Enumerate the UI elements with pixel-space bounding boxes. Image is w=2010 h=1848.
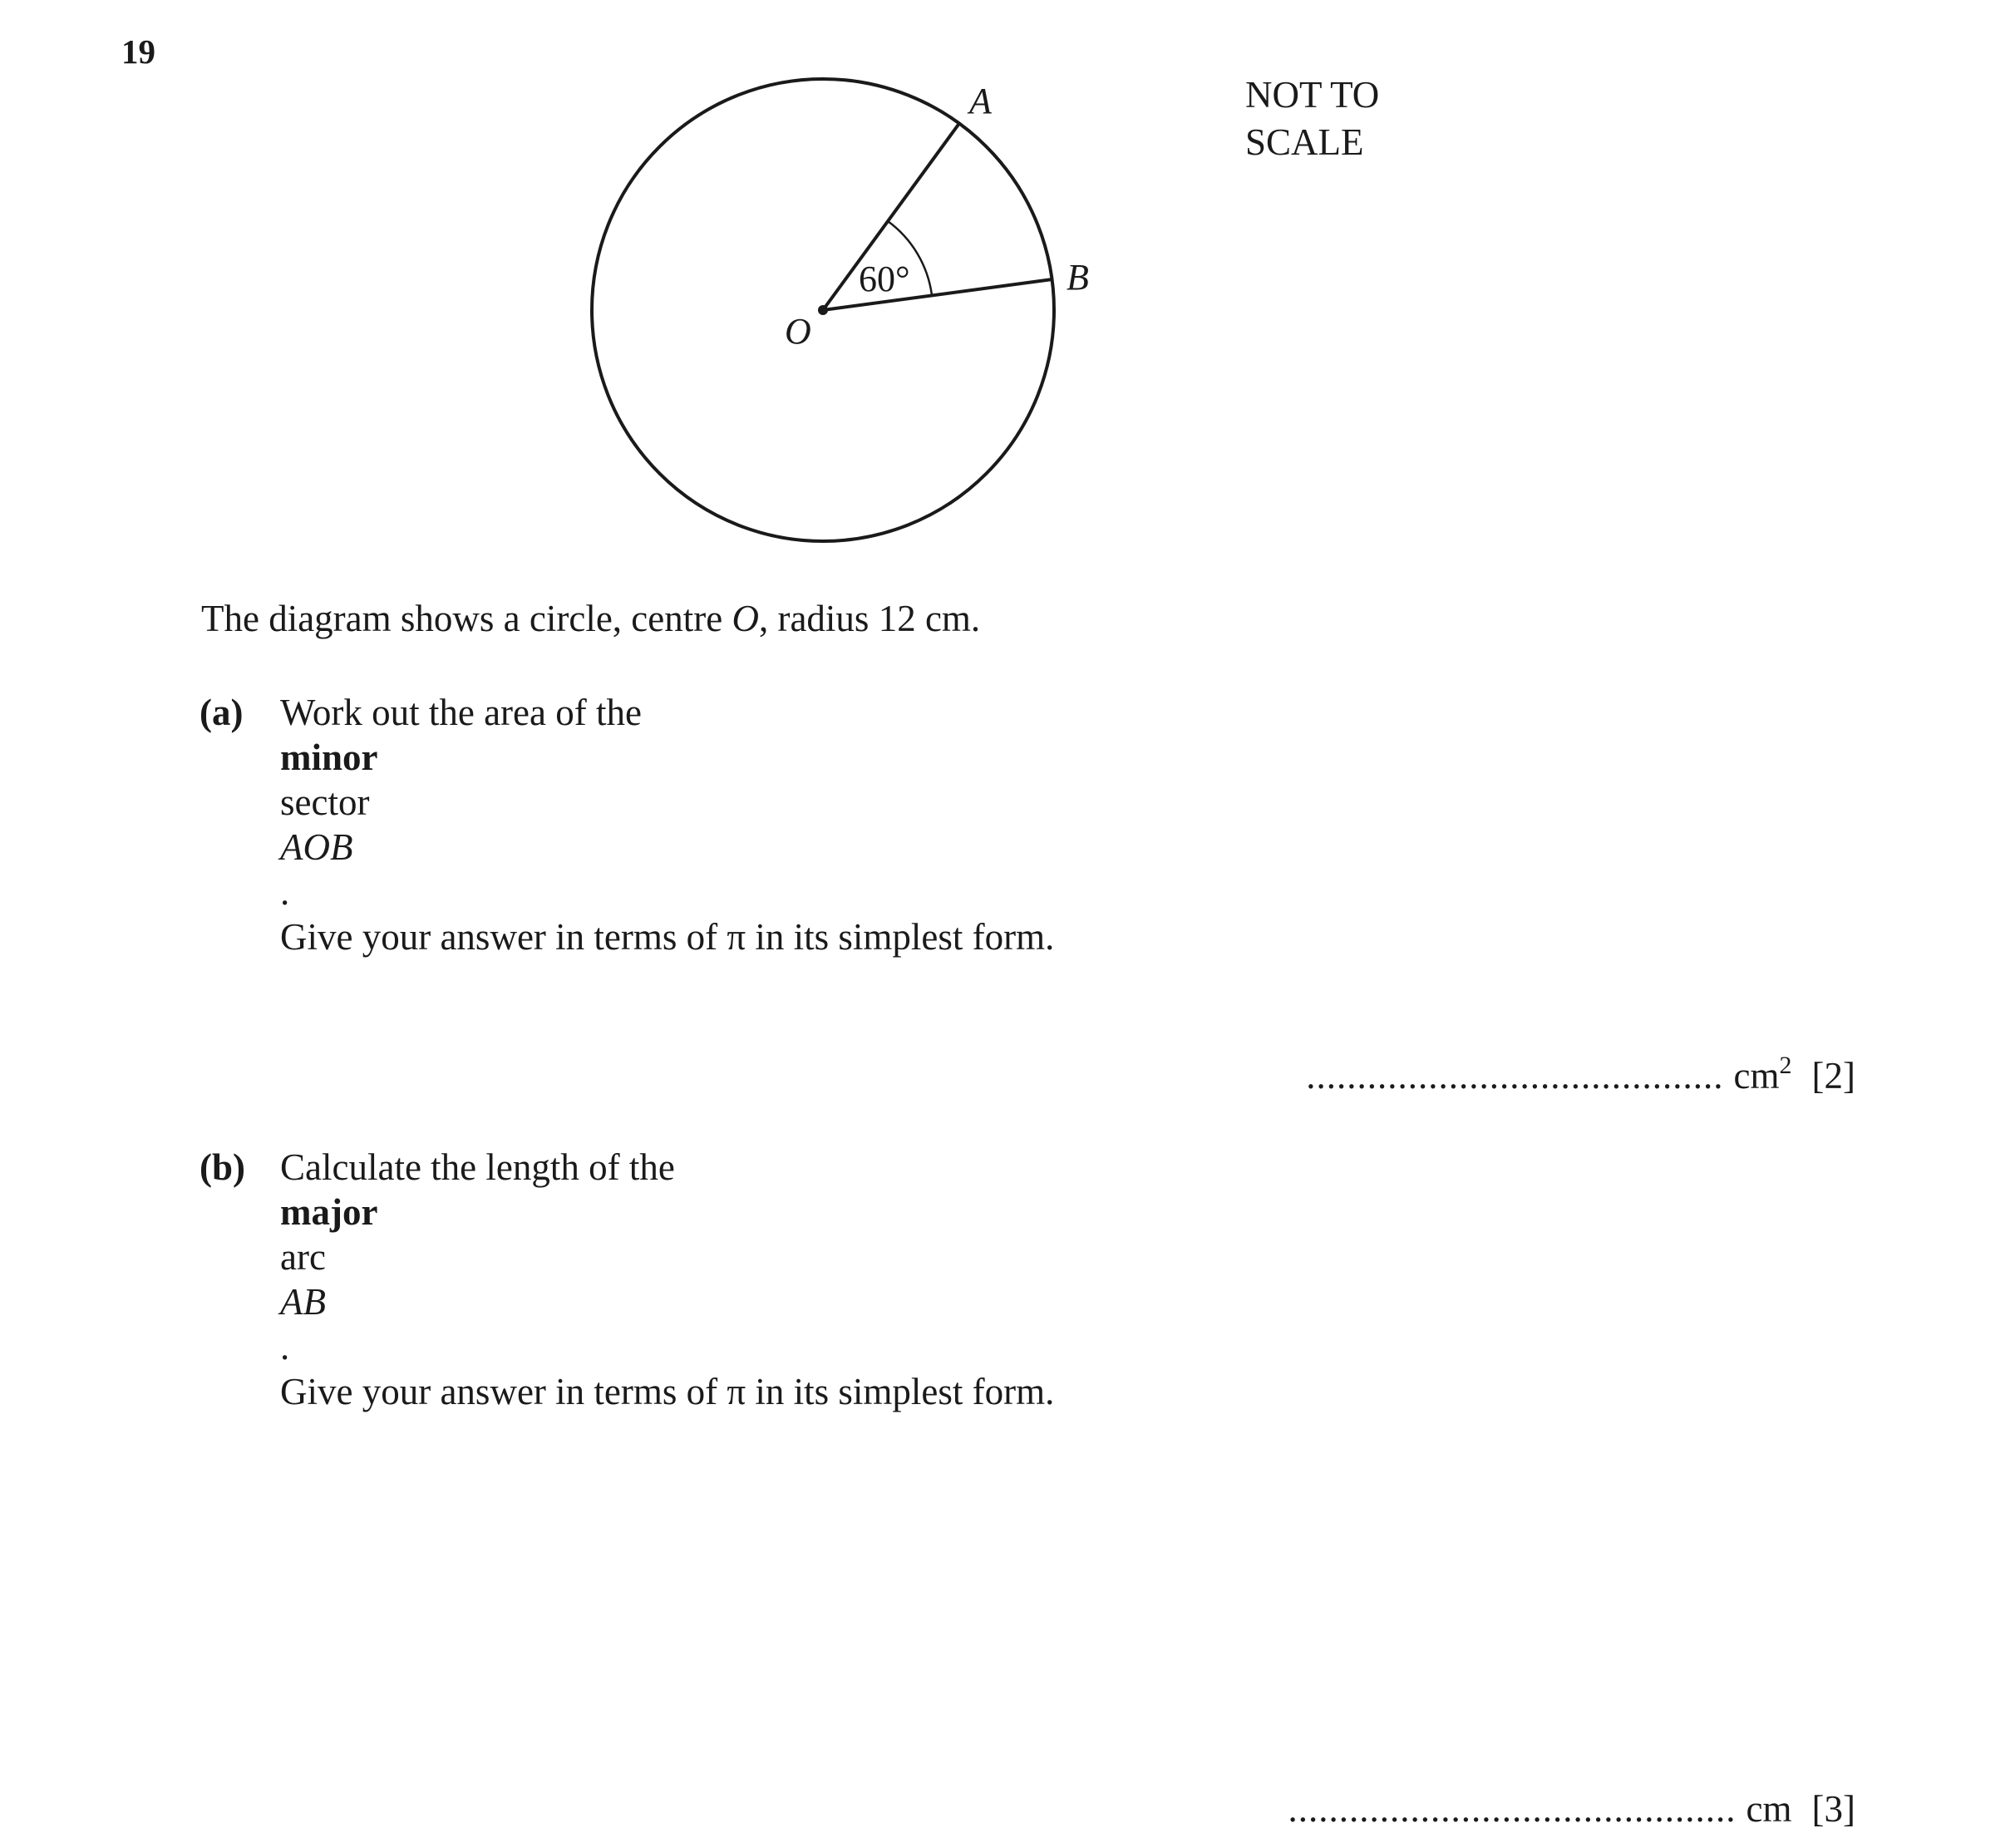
centre-label: O (785, 311, 811, 352)
part-b-text-mid: arc (280, 1236, 326, 1278)
answer-a-marks: [2] (1811, 1055, 1855, 1096)
question-number: 19 (121, 32, 155, 71)
stem-text-before: The diagram shows a circle, centre (201, 598, 732, 639)
part-b-line-2: Give your answer in terms of π in its simplest form. (280, 1371, 1055, 1412)
stem-centre: O (732, 598, 759, 639)
radius-ob (823, 279, 1052, 310)
answer-b-dots[interactable]: ............................................ (1288, 1788, 1737, 1830)
answer-b-unit: cm (1746, 1788, 1792, 1830)
part-b-label: (b) (200, 1146, 245, 1188)
part-a-text: Work out the area of the (280, 692, 642, 733)
part-b-bold: major (280, 1191, 378, 1233)
part-b-arc-name: AB (280, 1281, 326, 1323)
part-b-period: . (280, 1326, 290, 1368)
centre-point (818, 305, 828, 315)
part-a-line-1 (280, 690, 1054, 914)
part-b (200, 1145, 1197, 1412)
part-a (200, 690, 1197, 958)
point-b-label: B (1067, 257, 1089, 298)
angle-label: 60° (859, 259, 910, 299)
part-a-line-2: Give your answer in terms of π in its simplest form. (280, 916, 1055, 958)
not-to-scale-line-1: NOT TO (1245, 74, 1380, 116)
part-a-text-mid: sector (280, 781, 370, 823)
part-b-line-1 (280, 1145, 1054, 1369)
part-a-sector-name: AOB (280, 826, 353, 868)
part-a-period: . (280, 871, 290, 913)
part-a-label: (a) (200, 692, 244, 733)
not-to-scale-note (1245, 71, 1379, 166)
stem-text-after: , radius 12 cm. (758, 598, 981, 639)
answer-a-unit-text: cm (1733, 1055, 1780, 1096)
answer-line-b[interactable] (1288, 1787, 1855, 1831)
part-a-bold: minor (280, 737, 378, 778)
part-b-text: Calculate the length of the (280, 1146, 675, 1188)
part-a-body (280, 690, 1054, 959)
circle-diagram (0, 0, 2010, 582)
answer-a-unit (1733, 1052, 1792, 1096)
part-b-body (280, 1145, 1054, 1414)
question-stem (201, 597, 980, 640)
answer-a-unit-power: 2 (1779, 1052, 1792, 1079)
answer-b-marks: [3] (1811, 1788, 1855, 1830)
point-a-label: A (969, 81, 992, 121)
answer-a-dots[interactable]: ......................................... (1306, 1055, 1724, 1096)
answer-line-a[interactable] (1306, 1054, 1855, 1097)
not-to-scale-line-2: SCALE (1245, 121, 1364, 163)
